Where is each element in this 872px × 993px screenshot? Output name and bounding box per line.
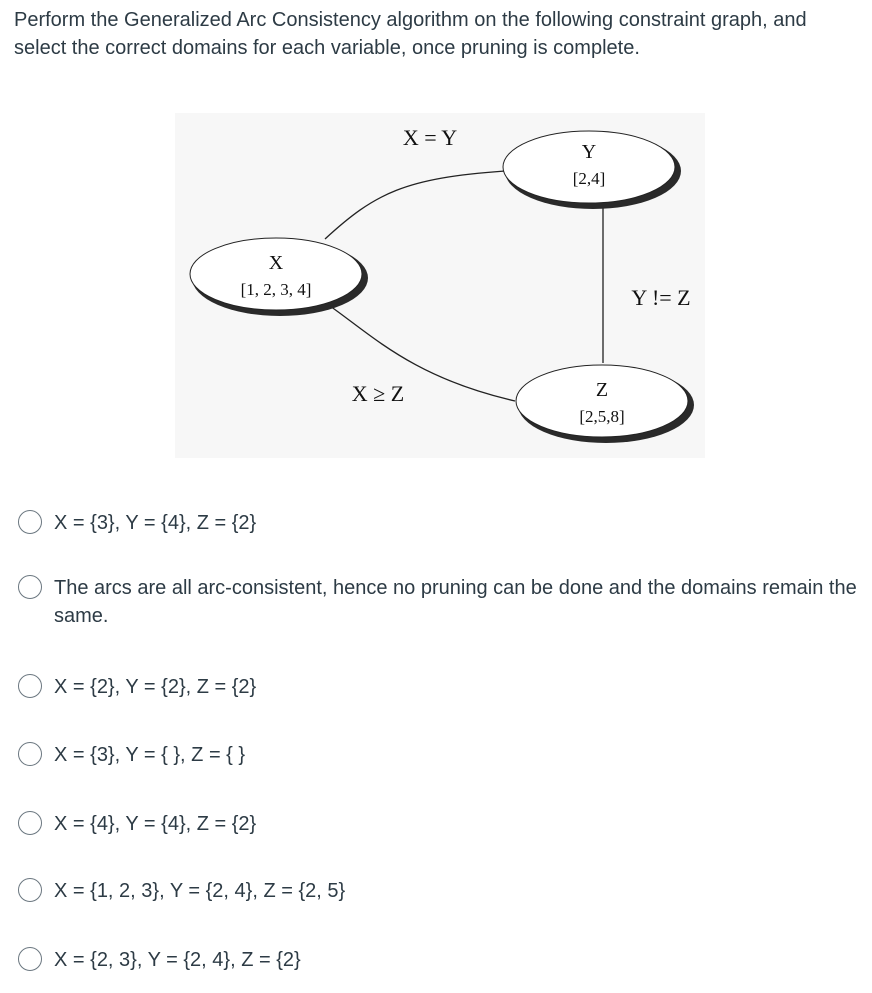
node-z-domain: [2,5,8]	[579, 407, 625, 426]
answer-option-label: X = {4}, Y = {4}, Z = {2}	[54, 813, 257, 835]
node-x-name: X	[268, 252, 284, 274]
radio-button[interactable]	[18, 674, 42, 698]
answer-option-label: The arcs are all arc-consistent, hence no pruning can be done and the domains remain the same.	[54, 577, 857, 627]
constraint-label-y-neq-z: Y != Z	[631, 285, 691, 310]
answer-option[interactable]	[18, 810, 863, 838]
radio-button[interactable]	[18, 811, 42, 835]
answer-option-label: X = {2, 3}, Y = {2, 4}, Z = {2}	[54, 949, 301, 971]
constraint-graph-figure	[175, 113, 705, 458]
node-z	[516, 365, 694, 443]
radio-button[interactable]	[18, 947, 42, 971]
node-y	[503, 131, 681, 209]
answer-option[interactable]	[18, 946, 863, 974]
node-y-domain: [2,4]	[572, 169, 606, 188]
radio-button[interactable]	[18, 575, 42, 599]
question-text: Perform the Generalized Arc Consistency algorithm on the following constraint graph, and select the correct domains for each variable, once pruning is complete.	[14, 9, 807, 59]
radio-button[interactable]	[18, 742, 42, 766]
answer-option-label: X = {2}, Y = {2}, Z = {2}	[54, 676, 257, 698]
radio-button[interactable]	[18, 878, 42, 902]
constraint-label-x-eq-y: X = Y	[402, 125, 458, 150]
answer-option[interactable]	[18, 574, 863, 630]
node-x-domain: [1, 2, 3, 4]	[240, 280, 312, 299]
node-y-name: Y	[581, 141, 597, 163]
node-x	[190, 238, 368, 316]
constraint-graph	[175, 113, 705, 458]
answer-option[interactable]	[18, 877, 863, 905]
answer-option-label: X = {3}, Y = { }, Z = { }	[54, 744, 246, 766]
constraint-label-x-geq-z: X ≥ Z	[351, 381, 405, 406]
edge-x-y	[325, 171, 505, 239]
answer-option[interactable]	[18, 509, 863, 537]
node-z-name: Z	[595, 379, 609, 401]
answer-option-label: X = {1, 2, 3}, Y = {2, 4}, Z = {2, 5}	[54, 880, 346, 902]
radio-button[interactable]	[18, 510, 42, 534]
answer-option[interactable]	[18, 673, 863, 701]
answer-option[interactable]	[18, 741, 863, 769]
answer-option-label: X = {3}, Y = {4}, Z = {2}	[54, 512, 257, 534]
